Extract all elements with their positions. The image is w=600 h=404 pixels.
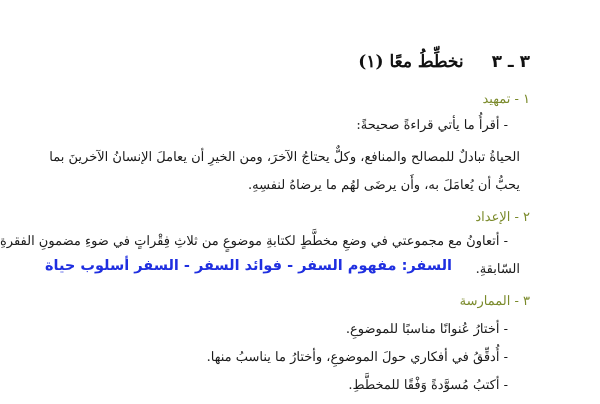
section-number: ٣ ـ ٣ xyxy=(491,52,530,72)
intro-instruction: - أقرأُ ما يأتي قراءةً صحيحةً: xyxy=(356,118,508,133)
preparation-line-1: - أتعاونُ مع مجموعتي في وضعِ مخطَّطٍ لكتابةِ موضوعٍ من ثلاثِ فِقْراتٍ في ضوءِ مضمونِ الفقرةِ xyxy=(0,234,508,249)
practice-item-3: - أكتبُ مُسوَّدةً وَفْقًا للمخطَّطِ. xyxy=(348,378,508,393)
intro-passage-line-2: يحبُّ أن يُعامَلَ به، وأَن يرضَى لهُم ما يرضاهُ لنفسِهِ. xyxy=(248,178,520,193)
handwritten-answer: السفر: مفهوم السفر - فوائد السفر - السفر أسلوب حياة xyxy=(44,258,452,274)
preparation-heading: ٢ - الإعداد xyxy=(475,210,530,225)
practice-item-2: - أُدقِّقُ في أفكاري حولَ الموضوعِ، وأختارُ ما يناسبُ منها. xyxy=(206,350,508,365)
intro-heading: ١ - تمهيد xyxy=(482,92,530,107)
practice-item-1: - أختارُ عُنوانًا مناسبًا للموضوعِ. xyxy=(345,322,508,337)
section-title-row xyxy=(358,52,530,72)
preparation-line-2: السّابقةِ. xyxy=(475,262,520,277)
practice-heading: ٣ - الممارسة xyxy=(459,294,530,309)
intro-passage-line-1: الحياةُ تبادلٌ للمصالح والمنافع، وكلٌّ يحتاجُ الآخرَ، ومن الخيرِ أن يعاملَ الإنسانُ الآخرينَ بما xyxy=(49,150,520,165)
section-title: نخطِّطُ معًا (١) xyxy=(358,52,464,72)
